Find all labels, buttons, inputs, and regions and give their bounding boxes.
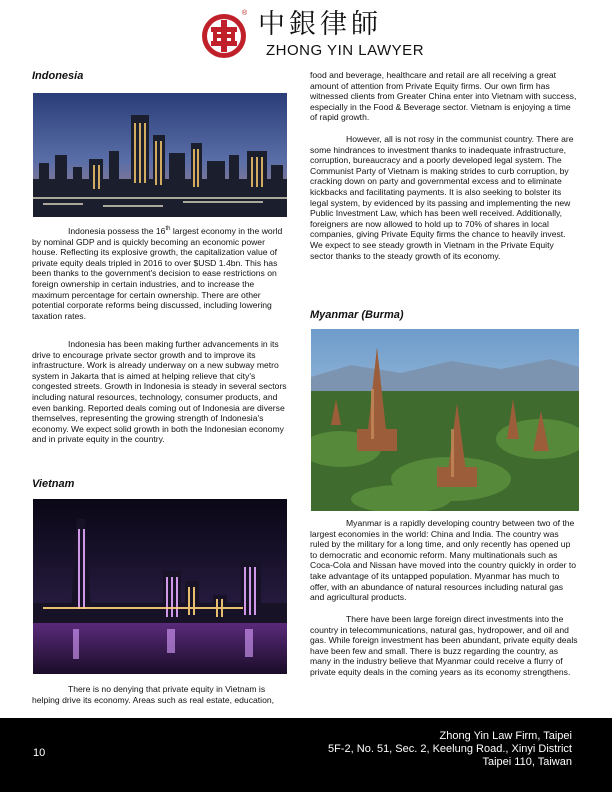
myanmar-pagodas-photo xyxy=(311,329,579,511)
myanmar-heading: Myanmar (Burma) xyxy=(310,309,404,321)
vietnam-paragraph-2: However, all is not rosy in the communist country. There are some hindrances to investment thanks to inadequate infrastructure, corruption, bureaucracy and a poorly developed legal system. The Communist Party of Vietnam is making strides to curb corruption, by cracking down on party and governmental excess and to eliminate kickbacks and facilitating payments. It is also seeking to bolster its legal system, by evidenced by its passing and implementing the new Public Investment Law, which has been well received. Additionally, foreigners are now allowed to hold up to 70% of shares in local companies, giving Private Equity firms the chance to heavily invest. We expect to see steady growth in Vietnam in the Private Equity sector thanks to the steady growth of its economy. xyxy=(310,134,574,261)
address-line-1: 5F-2, No. 51, Sec. 2, Keelung Road., Xinyi District xyxy=(328,743,572,755)
firm-seal-logo xyxy=(200,12,248,60)
firm-address xyxy=(328,730,572,769)
logo-english-name: ZHONG YIN LAWYER xyxy=(266,42,425,59)
vietnam-night-skyline-photo xyxy=(33,499,287,674)
myanmar-paragraph-1: Myanmar is a rapidly developing country between two of the largest economies in the world: China and India. The country was ruled by the military for a long time, and only recently has opened up to democratic and economic reform. Many multinationals such as Coca-Cola and Nissan have moved into the country quickly in order to take advantage of its untapped population. Myanmar has much to offer, with an abundance of natural resources including natural gas and agricultural products. xyxy=(310,518,577,603)
logo-chinese-name: 中銀律師 xyxy=(258,9,382,40)
indonesia-paragraph-1: Indonesia possess the 16th largest economy in the world by nominal GDP and is quickly becoming an economic power house. Reflecting its explosive growth, the capitalization value of private equity deals tripled in 2016 to over $USD 1.4bn. This has been thanks to the government's decision to ease restrictions on foreign ownership in certain industries, and to increase the maximum percentage for certain ownership. There are other potential corporate reforms being discussed, including lowering taxation rates. xyxy=(32,226,283,321)
page-header xyxy=(0,0,612,66)
vietnam-heading: Vietnam xyxy=(32,478,75,490)
page-number: 10 xyxy=(33,747,46,759)
page-footer xyxy=(0,718,612,792)
registered-mark: ® xyxy=(242,10,248,17)
vietnam-paragraph-1-start: There is no denying that private equity in Vietnam is helping drive its economy. Areas such as real estate, education, xyxy=(32,684,275,705)
indonesia-heading: Indonesia xyxy=(32,70,84,82)
address-line-2: Taipei 110, Taiwan xyxy=(482,756,572,768)
myanmar-paragraph-2: There have been large foreign direct investments into the country in telecommunications, natural gas, hydropower, and oil and gas. While foreign investment has been abundant, private equity deals have been few and small. There is buzz regarding the country, as many in the industry believe that Myanmar could receive a flurry of private equity deals in the coming years as its economy strengthens. xyxy=(310,614,578,677)
firm-name: Zhong Yin Law Firm, Taipei xyxy=(439,730,572,742)
indonesia-paragraph-2: Indonesia has been making further advancements in its drive to encourage private sector growth and to improve its infrastructure. Work is already underway on a new subway metro system in Jakarta that is aimed at helping relieve that city's congested streets. Growth in Indonesia is steady in several sectors including natural resources, technology, consumer products, and even banking. Reported deals coming out of Indonesia are diverse themselves, representing the growing strength of Indonesia's economy. We expect solid growth in both the Indonesian economy and in private equity in the country. xyxy=(32,339,287,445)
vietnam-paragraph-1-continued: food and beverage, healthcare and retail are all receiving a great amount of attention from Private Equity firms. Our own firm has witnessed clients from Greater China enter into Vietnam with success, especially in the Food & Beverage sector. Vietnam is enjoying a time of rapid growth. xyxy=(310,70,577,123)
indonesia-skyline-photo xyxy=(33,93,287,217)
